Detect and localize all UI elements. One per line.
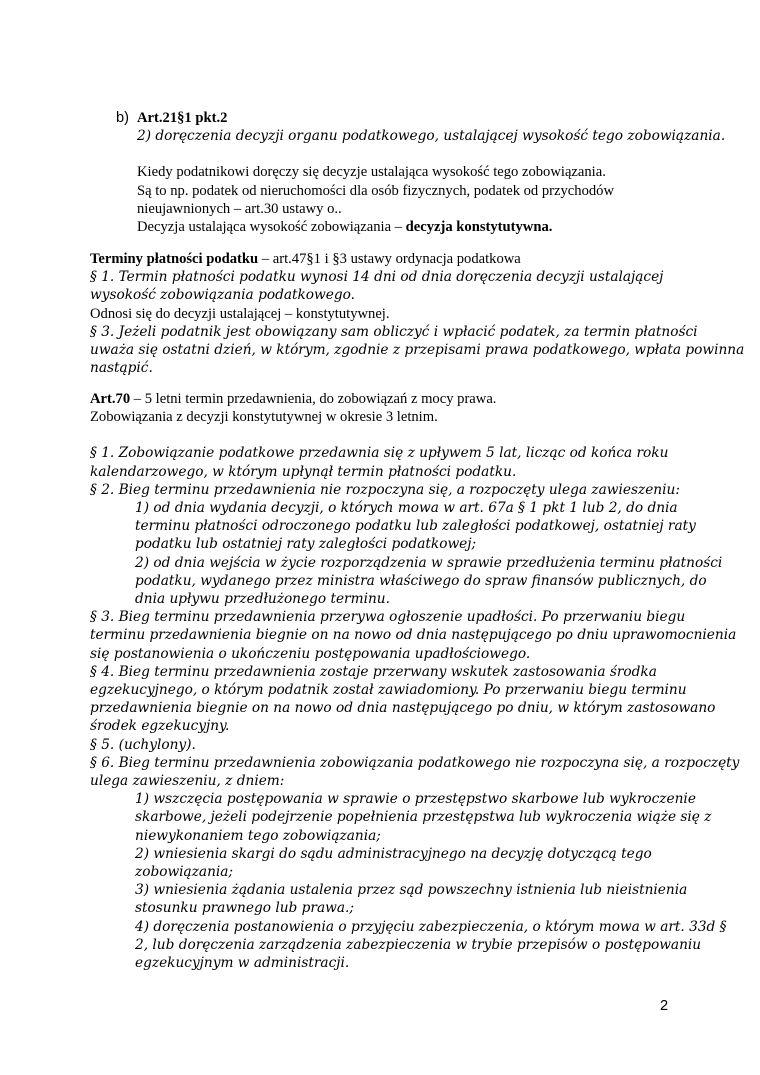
art70-l28: 2, lub doręczenia zarządzenia zabezpieczenia w trybie przepisów o postępowaniu <box>135 936 702 953</box>
art70-l23: 2) wniesienia skargi do sądu administracyjnego na decyzję dotyczącą tego <box>135 845 652 862</box>
art70-l01: § 1. Zobowiązanie podatkowe przedawnia się z upływem 5 lat, licząc od końca roku <box>90 445 669 462</box>
art70-l20: 1) wszczęcia postępowania w sprawie o przestępstwo skarbowe lub wykroczenie <box>135 791 696 808</box>
terms-s1a: § 1. Termin płatności podatku wynosi 14 dni od dnia doręczenia decyzji ustalającej <box>90 269 664 286</box>
art70-l22: niewykonaniem tego zobowiązania; <box>135 827 381 844</box>
art70-l29: egzekucyjnym w administracji. <box>135 955 350 972</box>
art70-l10: § 3. Bieg terminu przedawnienia przerywa ogłoszenie upadłości. Po przerwaniu biegu <box>90 609 686 626</box>
art70-l26: stosunku prawnego lub prawa.; <box>135 900 354 917</box>
art70-l24: zobowiązania; <box>135 864 234 881</box>
terms-heading-bold: Terminy płatności podatku <box>90 251 259 267</box>
item-b-p2b: nieujawnionych – art.30 ustawy o.. <box>137 200 342 217</box>
page-number: 2 <box>660 998 669 1014</box>
terms-note: Odnosi się do decyzji ustalającej – konstytutywnej. <box>90 305 390 322</box>
art70-l25: 3) wniesienia żądania ustalenia przez sąd powszechny istnienia lub nieistnienia <box>135 882 688 899</box>
art70-l03: § 2. Bieg terminu przedawnienia nie rozpoczyna się, a rozpoczęty ulega zawieszeniu: <box>90 481 680 498</box>
art70-l12: się postanowienia o ukończeniu postępowania upadłościowego. <box>90 645 531 662</box>
art70-l21: skarbowe, jeżeli podejrzenie popełnienia przestępstwa lub wykroczenia wiąże się z <box>135 809 712 826</box>
item-b-p2a: Są to np. podatek od nieruchomości dla osób fizycznych, podatek od przychodów <box>137 182 615 199</box>
item-b-p3 <box>137 218 677 236</box>
terms-heading-rest: – art.47§1 i §3 ustawy ordynacja podatkowa <box>258 251 521 267</box>
art70-l15: przedawnienia biegnie on na nowo od dnia następującego po dniu, w którym zastosowano <box>90 700 716 717</box>
item-b-p3-bold: decyzja konstytutywna. <box>405 219 553 236</box>
item-b-block <box>137 109 726 236</box>
terms-s3b: uważa się ostatni dzień, w którym, zgodnie z przepisami prawa podatkowego, wpłata powinna <box>90 342 745 359</box>
art70-l09: dnia upływu przedłużonego terminu. <box>135 591 390 608</box>
item-b-quote: 2) doręczenia decyzji organu podatkowego, ustalającej wysokość tego zobowiązania. <box>137 128 726 145</box>
art70-l08: podatku, wydanego przez ministra właściwego do spraw finansów publicznych, do <box>135 572 707 589</box>
terms-heading <box>90 250 675 268</box>
art70-l14: egzekucyjnego, o którym podatnik został zawiadomiony. Po przerwaniu biegu terminu <box>90 682 687 699</box>
art70-l16: środek egzekucyjny. <box>90 718 230 735</box>
art70-l11: terminu przedawnienia biegnie on na nowo od dnia następującego po dniu uprawomocnienia <box>90 627 737 644</box>
art70-l13: § 4. Bieg terminu przedawnienia zostaje przerwany wskutek zastosowania środka <box>90 663 657 680</box>
art70-line2: Zobowiązania z decyzji konstytutywnej w okresie 3 letnim. <box>90 409 438 426</box>
art70-l07: 2) od dnia wejścia w życie rozporządzenia w sprawie przedłużenia terminu płatności <box>135 554 723 571</box>
item-b-p1: Kiedy podatnikowi doręczy się decyzje ustalająca wysokość tego zobowiązania. <box>137 164 606 181</box>
item-b-heading: Art.21§1 pkt.2 <box>137 110 228 126</box>
art70-l27: 4) doręczenia postanowienia o przyjęciu zabezpieczenia, o którym mowa w art. 33d § <box>135 918 727 935</box>
art70-heading <box>90 390 675 408</box>
art70-l17: § 5. (uchylony). <box>90 736 196 753</box>
item-b-p3-text: Decyzja ustalająca wysokość zobowiązania – <box>137 219 406 236</box>
art70-l06: podatku lub ostatniej raty zaległości podatkowej; <box>135 536 477 553</box>
art70-heading-bold: Art.70 <box>90 391 131 407</box>
art70-l18: § 6. Bieg terminu przedawnienia zobowiązania podatkowego nie rozpoczyna się, a rozpoczęty <box>90 754 740 771</box>
list-marker-b: b) <box>116 110 129 126</box>
art70-heading-rest: – 5 letni termin przedawnienia, do zobowiązań z mocy prawa. <box>130 391 497 407</box>
art70-l05: terminu płatności odroczonego podatku lub zaległości podatkowej, ostatniej raty <box>135 518 696 535</box>
art70-l02: kalendarzowego, w którym upłynął termin płatności podatku. <box>90 463 517 480</box>
terms-block <box>90 250 745 377</box>
terms-s1b: wysokość zobowiązania podatkowego. <box>90 287 355 304</box>
terms-s3a: § 3. Jeżeli podatnik jest obowiązany sam obliczyć i wpłacić podatek, za termin płatności <box>90 323 698 340</box>
art70-block <box>90 390 740 972</box>
terms-s3c: nastąpić. <box>90 360 153 377</box>
art70-l19: ulega zawieszeniu, z dniem: <box>90 773 285 790</box>
art70-l04: 1) od dnia wydania decyzji, o których mowa w art. 67a § 1 pkt 1 lub 2, do dnia <box>135 500 678 517</box>
